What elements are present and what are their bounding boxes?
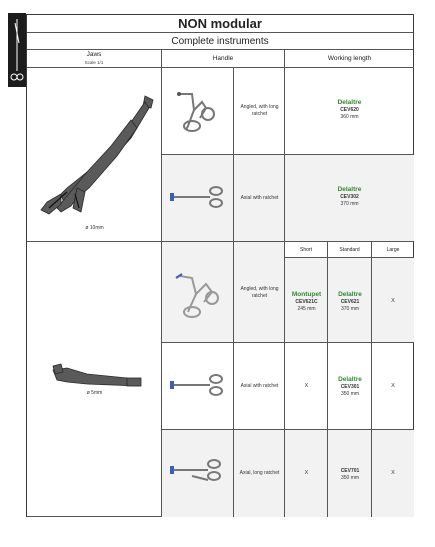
side-tab [8, 13, 26, 87]
page-title: NON modular [27, 15, 413, 33]
length-2: 370 mm [340, 201, 359, 207]
handle-label-cell-4 [234, 343, 285, 430]
short-cell-4 [285, 343, 328, 430]
large-value-3: X [391, 298, 395, 304]
handle-label-cell-2 [234, 155, 285, 242]
short-value-5: X [304, 470, 309, 476]
short-value-4: X [304, 383, 309, 389]
length-3-standard: 370 mm [340, 306, 360, 312]
handle-image-cell-2 [162, 155, 234, 242]
handle-label-2: Axial with ratchet [240, 195, 279, 201]
handle-label-3: Angled, with long ratchet [240, 286, 279, 299]
axial-handle-image-2 [162, 343, 234, 430]
large-value-5: X [391, 470, 395, 476]
handle-label-5: Axial, long ratchet [239, 470, 280, 476]
code-3-standard: CEV621 [340, 299, 360, 305]
working-length-header-cell [285, 50, 414, 68]
angled-handle-image-2 [162, 242, 234, 343]
brand-2: Delaltre [337, 186, 362, 193]
large-cell-4 [372, 343, 414, 430]
product-4-standard [328, 375, 372, 398]
short-header-cell [285, 242, 328, 258]
product-3-standard [328, 290, 372, 313]
handle-label-cell-1 [234, 68, 285, 155]
handle-image-cell-4 [162, 343, 234, 430]
code-3-short: CEV621C [295, 299, 318, 305]
angled-handle-image [162, 68, 234, 155]
handle-header-cell [162, 50, 285, 68]
large-header-cell [372, 242, 414, 258]
jaw-instrument-image-5mm [27, 242, 162, 517]
product-2 [285, 185, 414, 208]
jaws-scale: Scale 1/1 [84, 60, 104, 65]
brand-3-standard: Delaltre [338, 291, 362, 298]
large-value-4: X [391, 383, 395, 389]
large-cell-3 [372, 258, 414, 343]
jaw-diameter-5mm: ø 5mm [86, 390, 103, 396]
handle-image-cell-3 [162, 242, 234, 343]
page-subtitle: Complete instruments [27, 33, 413, 50]
large-cell-5 [372, 430, 414, 517]
standard-cell-4 [328, 343, 372, 430]
jaw-instrument-image-10mm [27, 68, 162, 242]
length-4-standard: 350 mm [340, 391, 360, 397]
standard-header-cell [328, 242, 372, 258]
handle-label-cell-5 [234, 430, 285, 517]
axial-handle-image [162, 155, 234, 242]
handle-label-1: Angled, with long ratchet [240, 104, 279, 117]
scissors-icon [8, 13, 26, 87]
brand-1: Delaltre [337, 99, 362, 106]
product-5-standard [328, 468, 372, 482]
standard-cell-5 [328, 430, 372, 517]
handle-label-4: Axial with ratchet [240, 383, 279, 389]
jaw-cell-5mm [27, 242, 162, 517]
short-cell-5 [285, 430, 328, 517]
jaws-header: Jaws [86, 51, 102, 58]
product-cell-1 [285, 68, 414, 155]
large-header: Large [386, 247, 400, 253]
short-header: Short [300, 247, 312, 253]
jaw-diameter-10mm: ø 10mm [85, 225, 104, 231]
length-3-short: 245 mm [297, 306, 316, 312]
handle-label-cell-3 [234, 242, 285, 343]
standard-header: Standard [339, 247, 360, 253]
code-4-standard: CEV301 [340, 384, 360, 390]
product-3-short [285, 290, 328, 313]
short-cell-3 [285, 258, 328, 343]
brand-4-standard: Delaltre [338, 376, 362, 383]
product-1 [285, 98, 414, 121]
brand-3-short: Montupet [291, 291, 322, 298]
handle-image-cell-1 [162, 68, 234, 155]
code-1: CEV620 [340, 107, 359, 113]
jaws-header-cell [27, 50, 162, 68]
axial-long-ratchet-handle-image [162, 430, 234, 517]
length-1: 360 mm [340, 114, 359, 120]
length-5-standard: 350 mm [340, 475, 360, 481]
code-2: CEV302 [340, 194, 359, 200]
code-5-standard: CEV701 [340, 468, 360, 474]
working-length-header: Working length [327, 55, 372, 62]
standard-cell-3 [328, 258, 372, 343]
handle-header: Handle [212, 55, 234, 62]
jaw-cell-10mm [27, 68, 162, 242]
product-cell-2 [285, 155, 414, 242]
handle-image-cell-5 [162, 430, 234, 517]
